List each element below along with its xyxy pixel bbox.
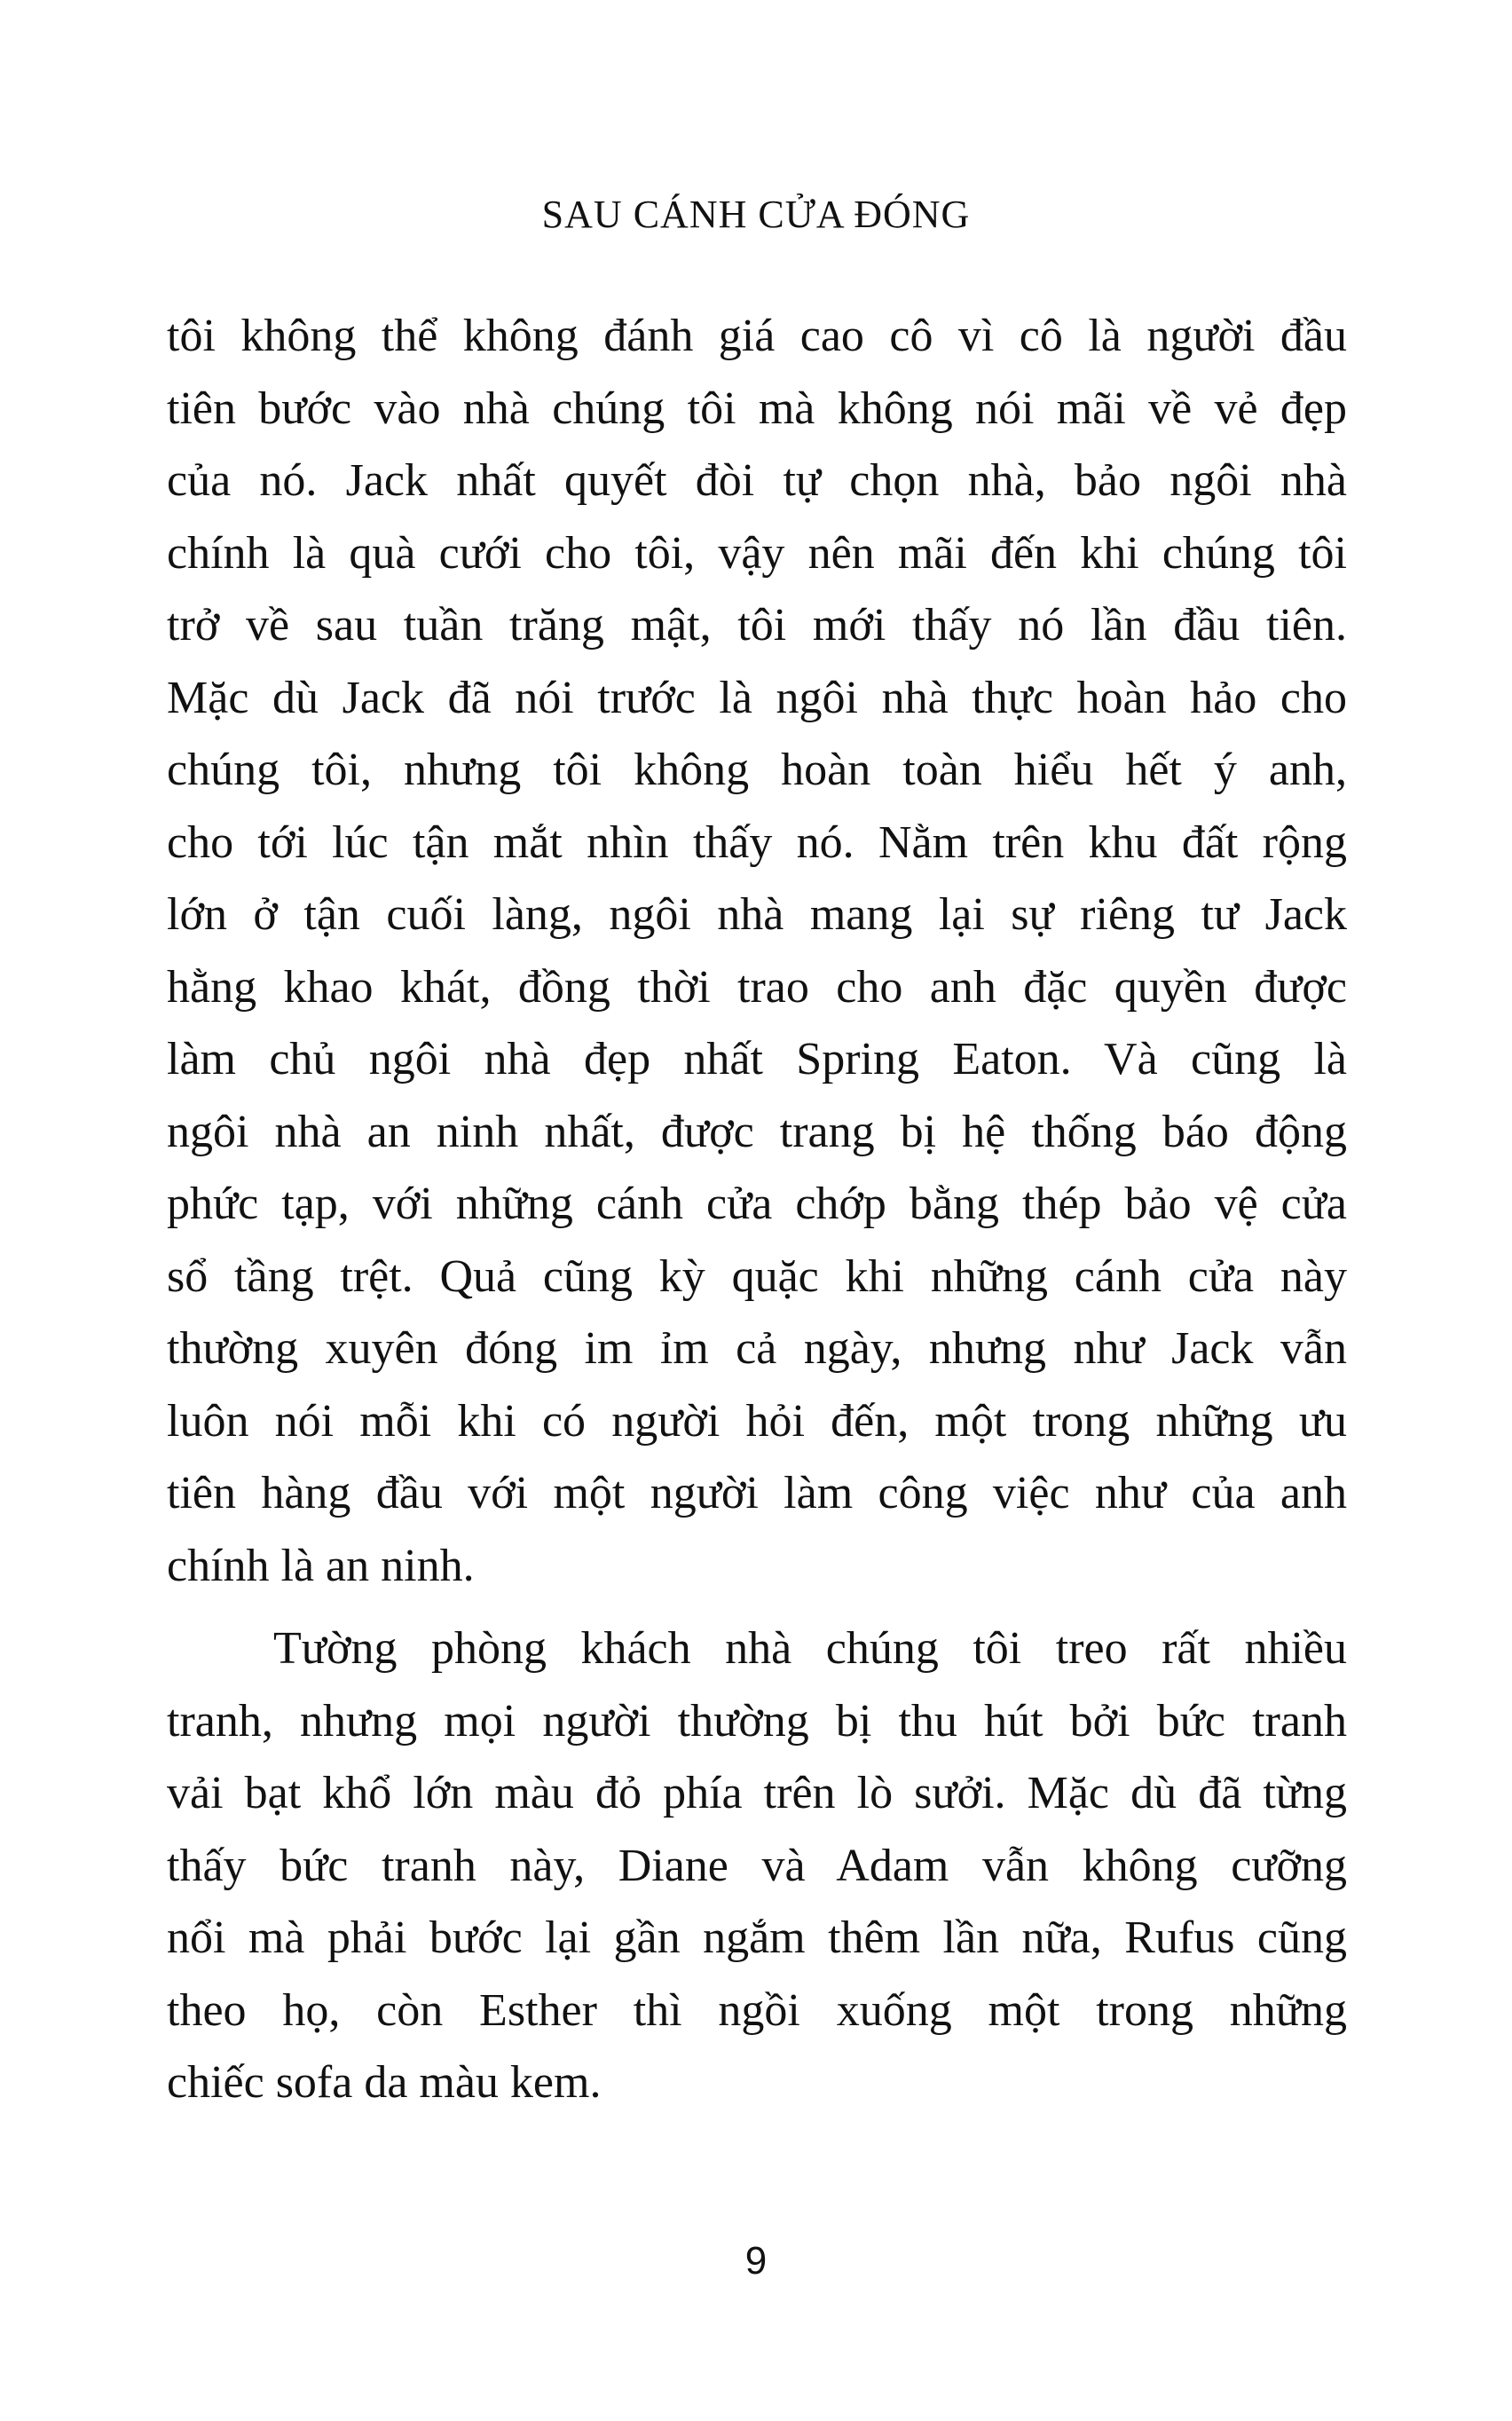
text-line: thấy bức tranh này, Diane và Adam vẫn không cưỡng [167,1840,1347,1891]
text-line: thường xuyên đóng im ỉm cả ngày, nhưng như Jack vẫn [167,1323,1347,1374]
text-line: chiếc sofa da màu kem. [167,2057,602,2108]
text-line: nổi mà phải bước lại gần ngắm thêm lần nữa, Rufus cũng [167,1912,1347,1963]
text-line: hằng khao khát, đồng thời trao cho anh đặc quyền được [167,961,1347,1013]
text-line: Mặc dù Jack đã nói trước là ngôi nhà thực hoàn hảo cho [167,672,1347,723]
text-line: làm chủ ngôi nhà đẹp nhất Spring Eaton. Và cũng là [167,1034,1347,1084]
page-number: 9 [744,2239,768,2283]
text-line: phức tạp, với những cánh cửa chớp bằng thép bảo vệ cửa [167,1179,1347,1229]
paragraph-1 [167,300,1347,1602]
text-line: tranh, nhưng mọi người thường bị thu hút bởi bức tranh [167,1695,1347,1747]
text-line: của nó. Jack nhất quyết đòi tự chọn nhà, bảo ngôi nhà [167,455,1347,506]
text-line: Tường phòng khách nhà chúng tôi treo rất nhiều [273,1623,1347,1674]
text-line: chính là an ninh. [167,1540,475,1591]
text-line: trở về sau tuần trăng mật, tôi mới thấy nó lần đầu tiên. [167,600,1347,651]
text-line: ngôi nhà an ninh nhất, được trang bị hệ thống báo động [167,1106,1347,1157]
body-text [167,300,1347,2119]
paragraph-2 [167,1613,1347,2119]
text-line: luôn nói mỗi khi có người hỏi đến, một trong những ưu [167,1395,1347,1447]
text-line: theo họ, còn Esther thì ngồi xuống một trong những [167,1984,1347,2036]
text-line: chúng tôi, nhưng tôi không hoàn toàn hiểu hết ý anh, [167,745,1347,795]
text-line: lớn ở tận cuối làng, ngôi nhà mang lại sự riêng tư Jack [167,889,1347,940]
text-line: tôi không thể không đánh giá cao cô vì cô là người đầu [167,311,1347,361]
text-line: tiên hàng đầu với một người làm công việc như của anh [167,1468,1347,1518]
text-line: vải bạt khổ lớn màu đỏ phía trên lò sưởi. Mặc dù đã từng [167,1768,1347,1818]
text-line: sổ tầng trệt. Quả cũng kỳ quặc khi những cánh cửa này [167,1250,1347,1302]
text-line: chính là quà cưới cho tôi, vậy nên mãi đến khi chúng tôi [167,527,1347,579]
text-line: tiên bước vào nhà chúng tôi mà không nói mãi về vẻ đẹp [167,382,1347,434]
text-line: cho tới lúc tận mắt nhìn thấy nó. Nằm trên khu đất rộng [167,816,1347,868]
running-header: SAU CÁNH CỬA ĐÓNG [541,193,971,236]
